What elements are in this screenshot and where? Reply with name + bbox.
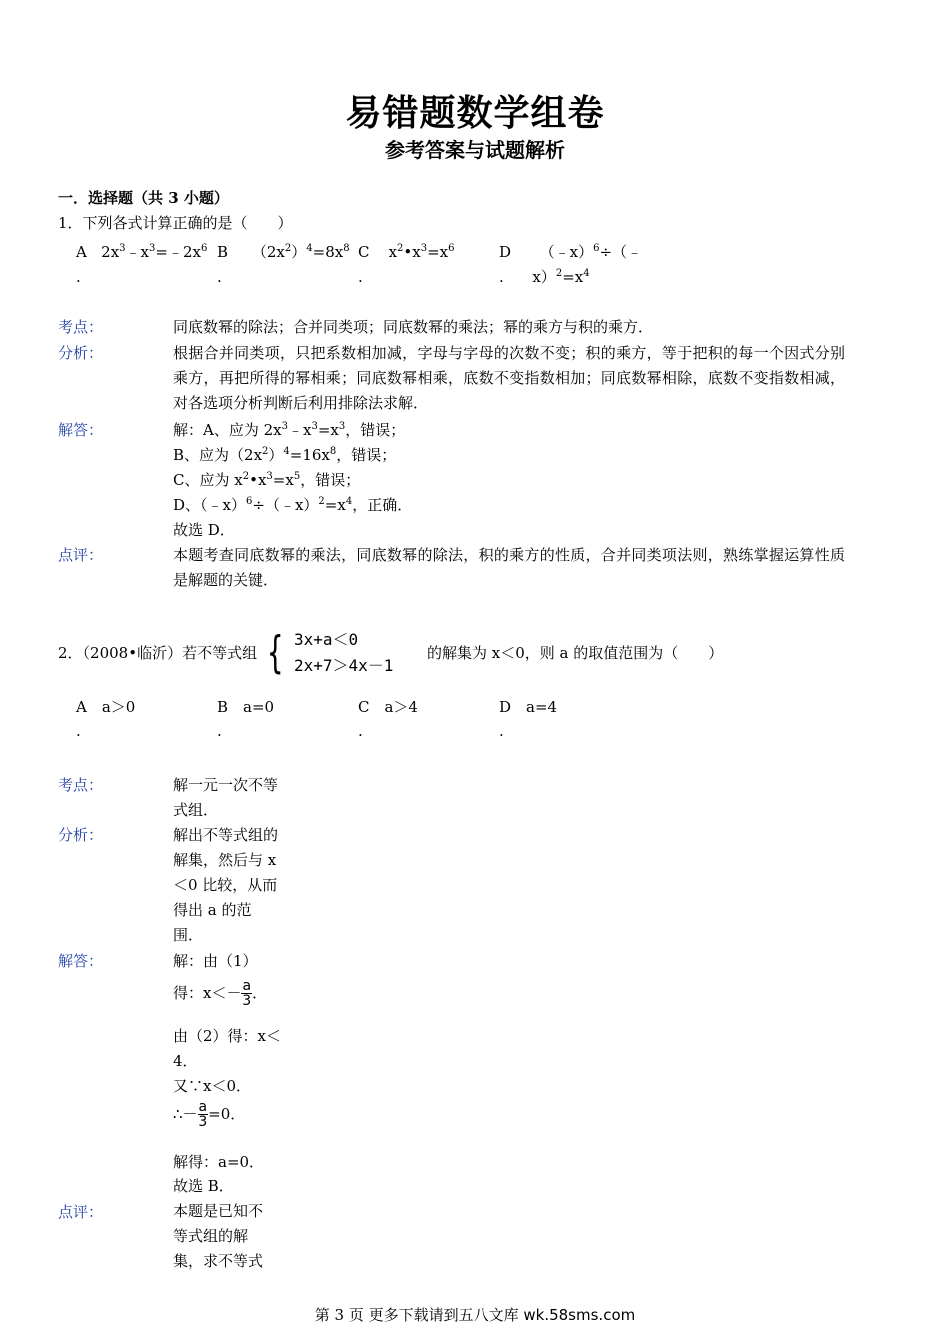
q2-fraction-a-over-3 xyxy=(241,979,252,1008)
q1-jieda-line-d: D、$(﹣x)^6\div(﹣x)^2=x^4$，正确． xyxy=(173,496,413,514)
q2-jieda-line-4: 又∵x＜0． xyxy=(173,1077,252,1095)
q1-jieda-line-a: 解：A、应为 $2x^3﹣x^3=x^3$，错误； xyxy=(173,421,406,439)
q2-system-line-1: 3x+a＜0 xyxy=(294,630,359,649)
q2-fraction-num: a xyxy=(242,978,252,994)
q1-jieda-line-c: C、应为 $x^2•x^3=x^5$，错误； xyxy=(173,471,361,489)
footer-page-text: 第 3 页 更多下载请到五八文库 xyxy=(314,1306,524,1324)
q1-option-b-dot: . xyxy=(217,268,222,286)
q1-option-a-text: $2x^3﹣x^3=﹣2x^6$ xyxy=(101,243,208,261)
footer-url[interactable]: wk.58sms.com xyxy=(523,1306,636,1324)
question-1-stem: 1．下列各式计算正确的是（ ） xyxy=(58,214,293,232)
q1-option-c-letter: C xyxy=(358,243,370,261)
q1-option-c xyxy=(358,243,455,261)
q1-option-b-letter: B xyxy=(217,243,229,261)
q2-option-d: D a=4 xyxy=(499,698,558,716)
question-2-stem xyxy=(58,627,723,679)
q2-jieda-line-2: 得：x＜－ $\frac{a}{3}$ ． xyxy=(173,978,268,1009)
q2-option-b-dot: . xyxy=(217,722,222,740)
q1-option-c-dot: . xyxy=(358,268,363,286)
q2-jieda-line-5 xyxy=(173,1100,245,1129)
q2-jieda-line-5-prefix: ∴－ xyxy=(173,1105,198,1123)
q2-kaodian-text: 解一元一次不等式组． xyxy=(173,776,279,819)
q2-fraction-2-num: a xyxy=(198,1099,208,1115)
q2-jieda-label: 解答： xyxy=(58,952,104,970)
q1-jieda-line-b: B、应为$(2x^2)^4=16x^8$，错误； xyxy=(173,446,397,464)
page-footer xyxy=(0,1306,950,1324)
q1-option-a-letter: A xyxy=(76,243,87,261)
q2-option-d-dot: . xyxy=(499,722,504,740)
q2-option-b: B a=0 xyxy=(217,698,275,716)
q2-jieda-line-6: 解得：a=0． xyxy=(173,1153,265,1171)
q1-jieda-end: 故选 D． xyxy=(173,521,235,539)
q1-option-b xyxy=(217,243,350,261)
q1-kaodian-text: 同底数幂的除法；合并同类项；同底数幂的乘法；幂的乘方与积的乘方． xyxy=(173,318,654,336)
q2-option-c: C a＞4 xyxy=(358,698,418,716)
q2-option-c-dot: . xyxy=(358,722,363,740)
section-heading: 一．选择题（共 3 小题） xyxy=(58,189,229,207)
q1-option-a xyxy=(76,243,207,261)
q2-jieda-line-5-suffix: =0． xyxy=(208,1105,246,1123)
q2-option-a-dot: . xyxy=(76,722,81,740)
q2-fenxi-label: 分析： xyxy=(58,826,104,844)
q1-option-d-letter: D xyxy=(499,243,512,261)
q2-inequality-system xyxy=(262,627,394,679)
q2-kaodian-label: 考点： xyxy=(58,776,104,794)
q2-fraction-den: 3 xyxy=(242,993,252,1009)
q2-system-line-2: 2x+7＞4x－1 xyxy=(294,656,394,675)
q2-jieda-line-3: 由（2）得：x＜4． xyxy=(173,1027,282,1070)
q1-option-c-text: $x^2•x^3=x^6$ xyxy=(388,243,455,261)
q2-jieda-line-2-text: 得：x＜－ xyxy=(173,984,242,1002)
page-title: 易错题数学组卷 xyxy=(345,93,605,134)
q1-option-d-text-line2: $x)^2=x^4$ xyxy=(532,268,590,286)
q2-stem-suffix: 的解集为 x＜0，则 a 的取值范围为（ ） xyxy=(427,644,724,662)
q2-option-a: A a＞0 xyxy=(76,698,136,716)
q1-option-a-dot: . xyxy=(76,268,81,286)
page-subtitle: 参考答案与试题解析 xyxy=(385,138,565,162)
q2-dianping-text: 本题是已知不等式组的解集，求不等式 xyxy=(173,1202,264,1270)
q2-fenxi-text: 解出不等式组的解集，然后与 x＜0 比较，从而得出 a 的范围． xyxy=(173,826,279,944)
q1-option-d xyxy=(499,243,642,261)
q1-option-d-text-line1: （﹣x）$^6$÷（﹣ xyxy=(539,243,643,261)
q2-dianping-label: 点评： xyxy=(58,1203,104,1221)
q2-left-brace: { xyxy=(267,627,284,678)
q2-stem-prefix: 2．（2008•临沂）若不等式组 xyxy=(58,644,258,662)
q2-jieda-line-1: 解：由（1） xyxy=(173,952,258,970)
q1-fenxi-text: 根据合并同类项，只把系数相加减，字母与字母的次数不变；积的乘方，等于把积的每一个因式分别乘方，再把所得的幂相乘；同底数幂相乘，底数不变指数相加；同底数幂相除，底数不变指数相减，对各选项分析判断后利用排除法求解． xyxy=(173,344,845,412)
q2-fraction-2 xyxy=(198,1100,209,1129)
q1-fenxi-label: 分析： xyxy=(58,344,104,362)
q1-option-d-dot: . xyxy=(499,268,504,286)
q2-jieda-line-7: 故选 B． xyxy=(173,1177,234,1195)
q1-kaodian-label: 考点： xyxy=(58,318,104,336)
q1-dianping-text: 本题考查同底数幂的乘法，同底数幂的除法，积的乘方的性质，合并同类项法则，熟练掌握运算性质是解题的关键． xyxy=(173,546,845,589)
q1-jieda-label: 解答： xyxy=(58,421,104,439)
q1-option-d-line2 xyxy=(499,268,590,286)
q1-dianping-label: 点评： xyxy=(58,546,104,564)
q1-option-b-text: $(2x^2)^4=8x^8$ xyxy=(251,243,350,261)
q2-fraction-2-den: 3 xyxy=(198,1114,208,1130)
